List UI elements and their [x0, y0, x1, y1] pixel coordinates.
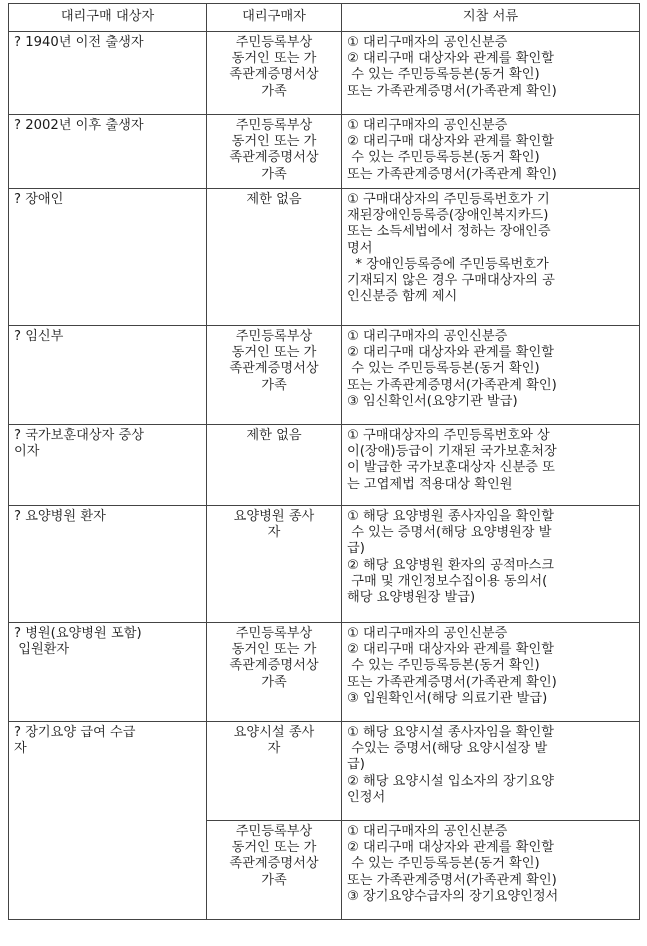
- target-cell: ? 장기요양 급여 수급 자: [9, 722, 207, 920]
- table-row: [9, 115, 640, 189]
- target-cell: ? 요양병원 환자: [9, 506, 207, 623]
- documents-cell: ① 해당 요양시설 종사자임을 확인할 수있는 증명서(해당 요양시설장 발 급) ② 해당 요양시설 입소자의 장기요양 인정서: [342, 722, 640, 821]
- header-target: 대리구매 대상자: [9, 4, 207, 32]
- documents-cell: ① 대리구매자의 공인신분증 ② 대리구매 대상자와 관계를 확인할 수 있는 주민등록등본(동거 확인) 또는 가족관계증명서(가족관계 확인) ③ 임신확인서(요양기관 발급): [342, 326, 640, 425]
- target-cell: ? 2002년 이후 출생자: [9, 115, 207, 189]
- header-row: [9, 4, 640, 32]
- table-row: [9, 425, 640, 506]
- table-row: [9, 32, 640, 115]
- documents-cell: ① 대리구매자의 공인신분증 ② 대리구매 대상자와 관계를 확인할 수 있는 주민등록등본(동거 확인) 또는 가족관계증명서(가족관계 확인): [342, 115, 640, 189]
- agent-cell: 주민등록부상 동거인 또는 가 족관계증명서상 가족: [207, 623, 342, 722]
- table-row: [9, 722, 640, 821]
- agent-cell: 주민등록부상 동거인 또는 가 족관계증명서상 가족: [207, 821, 342, 920]
- table-row: [9, 189, 640, 326]
- agent-cell: 요양시설 종사 자: [207, 722, 342, 821]
- agent-cell: 제한 없음: [207, 189, 342, 326]
- documents-cell: ① 대리구매자의 공인신분증 ② 대리구매 대상자와 관계를 확인할 수 있는 주민등록등본(동거 확인) 또는 가족관계증명서(가족관계 확인) ③ 입원확인서(해당 의료기관 발급): [342, 623, 640, 722]
- header-agent: 대리구매자: [207, 4, 342, 32]
- target-cell: ? 1940년 이전 출생자: [9, 32, 207, 115]
- target-cell: ? 국가보훈대상자 중상 이자: [9, 425, 207, 506]
- documents-cell: ① 구매대상자의 주민등록번호가 기 재된장애인등록증(장애인복지카드) 또는 소득세법에서 정하는 장애인증 명서 * 장애인등록증에 주민등록번호가 기재되지 않은 경우 구매대상자의 공 인신분증 함께 제시: [342, 189, 640, 326]
- header-documents: 지참 서류: [342, 4, 640, 32]
- target-cell: ? 병원(요양병원 포함) 입원환자: [9, 623, 207, 722]
- agent-cell: 요양병원 종사 자: [207, 506, 342, 623]
- documents-cell: ① 대리구매자의 공인신분증 ② 대리구매 대상자와 관계를 확인할 수 있는 주민등록등본(동거 확인) 또는 가족관계증명서(가족관계 확인): [342, 32, 640, 115]
- agent-cell: 주민등록부상 동거인 또는 가 족관계증명서상 가족: [207, 32, 342, 115]
- agent-cell: 제한 없음: [207, 425, 342, 506]
- table-row: [9, 326, 640, 425]
- documents-cell: ① 대리구매자의 공인신분증 ② 대리구매 대상자와 관계를 확인할 수 있는 주민등록등본(동거 확인) 또는 가족관계증명서(가족관계 확인) ③ 장기요양수급자의 장기요양인정서: [342, 821, 640, 920]
- table-row: [9, 623, 640, 722]
- target-cell: ? 장애인: [9, 189, 207, 326]
- table-row: [9, 506, 640, 623]
- target-cell: ? 임신부: [9, 326, 207, 425]
- documents-cell: ① 해당 요양병원 종사자임을 확인할 수 있는 증명서(해당 요양병원장 발 급) ② 해당 요양병원 환자의 공적마스크 구매 및 개인정보수집이용 동의서( 해당 요양병원장 발급): [342, 506, 640, 623]
- agent-cell: 주민등록부상 동거인 또는 가 족관계증명서상 가족: [207, 115, 342, 189]
- documents-cell: ① 구매대상자의 주민등록번호와 상 이(장애)등급이 기재된 국가보훈처장 이 발급한 국가보훈대상자 신분증 또 는 고엽제법 적용대상 확인원: [342, 425, 640, 506]
- proxy-purchase-table: [8, 3, 640, 920]
- agent-cell: 주민등록부상 동거인 또는 가 족관계증명서상 가족: [207, 326, 342, 425]
